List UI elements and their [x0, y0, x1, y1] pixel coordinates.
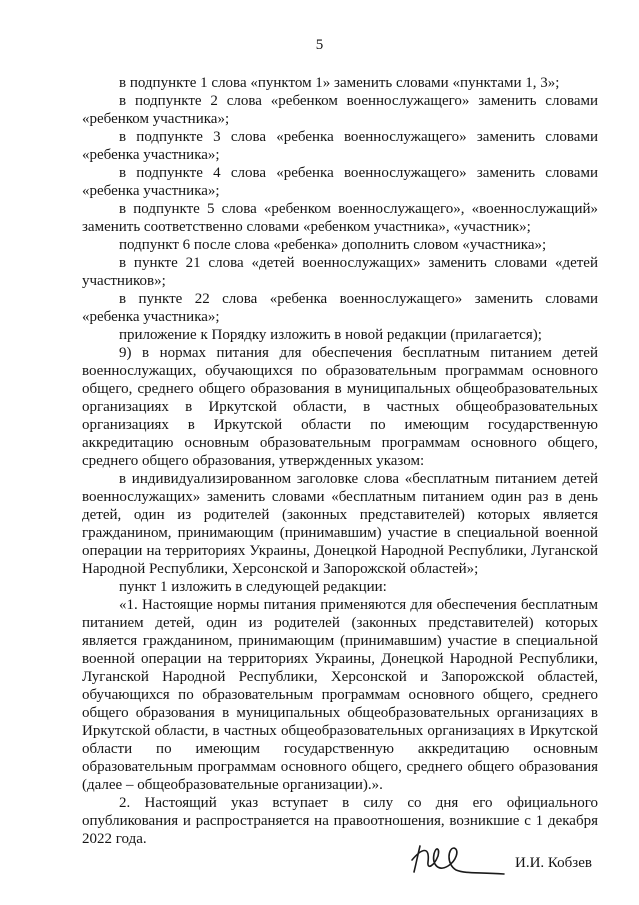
paragraph-1: в подпункте 1 слова «пунктом 1» заменить словами «пунктами 1, 3»; [119, 75, 560, 91]
paragraph-4: в подпункте 4 слова «ребенка военнослужащего» заменить словами «ребенка участника»; [82, 165, 598, 199]
paragraph-14: 2. Настоящий указ вступает в силу со дня его официального опубликования и распространяется на правоотношения, возникшие с 1 декабря 2022 года. [82, 795, 598, 847]
paragraph-13: «1. Настоящие нормы питания применяются для обеспечения бесплатным питанием детей, один из родителей (законных представителей) которых является гражданином, принимающим (принимавшим) участие в специальной военной операции на территориях Украины, Донецкой Народной Республики, Луганской Народной Республики, Херсонской и Запорожской областей, обучающихся по образовательным программам основного общего, среднего общего образования в муниципальных общеобразовательных организациях в Иркутской области, в частных общеобразовательных организациях в Иркутской области по имеющим государственную аккредитацию основным образовательным программам основного общего, среднего общего образования (далее – общеобразовательные организации).». [82, 597, 598, 793]
paragraph-6: подпункт 6 после слова «ребенка» дополнить словом «участника»; [119, 237, 547, 253]
handwritten-signature [408, 836, 508, 886]
page-number: 5 [315, 37, 324, 53]
paragraph-3: в подпункте 3 слова «ребенка военнослужащего» заменить словами «ребенка участника»; [82, 129, 598, 163]
paragraph-10: 9) в нормах питания для обеспечения бесплатным питанием детей военнослужащих, обучающихся по образовательным программам основного общего, среднего общего образования в муниципальных общеобразовательных организациях в Иркутской области, в частных общеобразовательных организациях в Иркутской области по имеющим государственную аккредитацию основным образовательным программам основного общего, среднего общего образования, утвержденных указом: [82, 345, 598, 469]
signature-block [0, 836, 639, 896]
paragraph-9: приложение к Порядку изложить в новой редакции (прилагается); [119, 327, 542, 343]
paragraph-2: в подпункте 2 слова «ребенком военнослужащего» заменить словами «ребенком участника»; [82, 93, 598, 127]
paragraph-7: в пункте 21 слова «детей военнослужащих» заменить словами «детей участников»; [82, 255, 598, 289]
paragraph-12: пункт 1 изложить в следующей редакции: [119, 579, 387, 595]
signer-name: И.И. Кобзев [515, 855, 592, 871]
document-body [82, 74, 598, 848]
paragraph-11: в индивидуализированном заголовке слова «бесплатным питанием детей военнослужащих» заменить словами «бесплатным питанием один раз в день детей, один из родителей (законных представителей) которых является гражданином, принимающим (принимавшим) участие в специальной военной операции на территориях Украины, Донецкой Народной Республики, Луганской Народной Республики, Херсонской и Запорожской областей»; [82, 471, 598, 577]
paragraph-8: в пункте 22 слова «ребенка военнослужащего» заменить словами «ребенка участника»; [82, 291, 598, 325]
paragraph-5: в подпункте 5 слова «ребенком военнослужащего», «военнослужащий» заменить соответственно словами «ребенком участника», «участник»; [82, 201, 598, 235]
